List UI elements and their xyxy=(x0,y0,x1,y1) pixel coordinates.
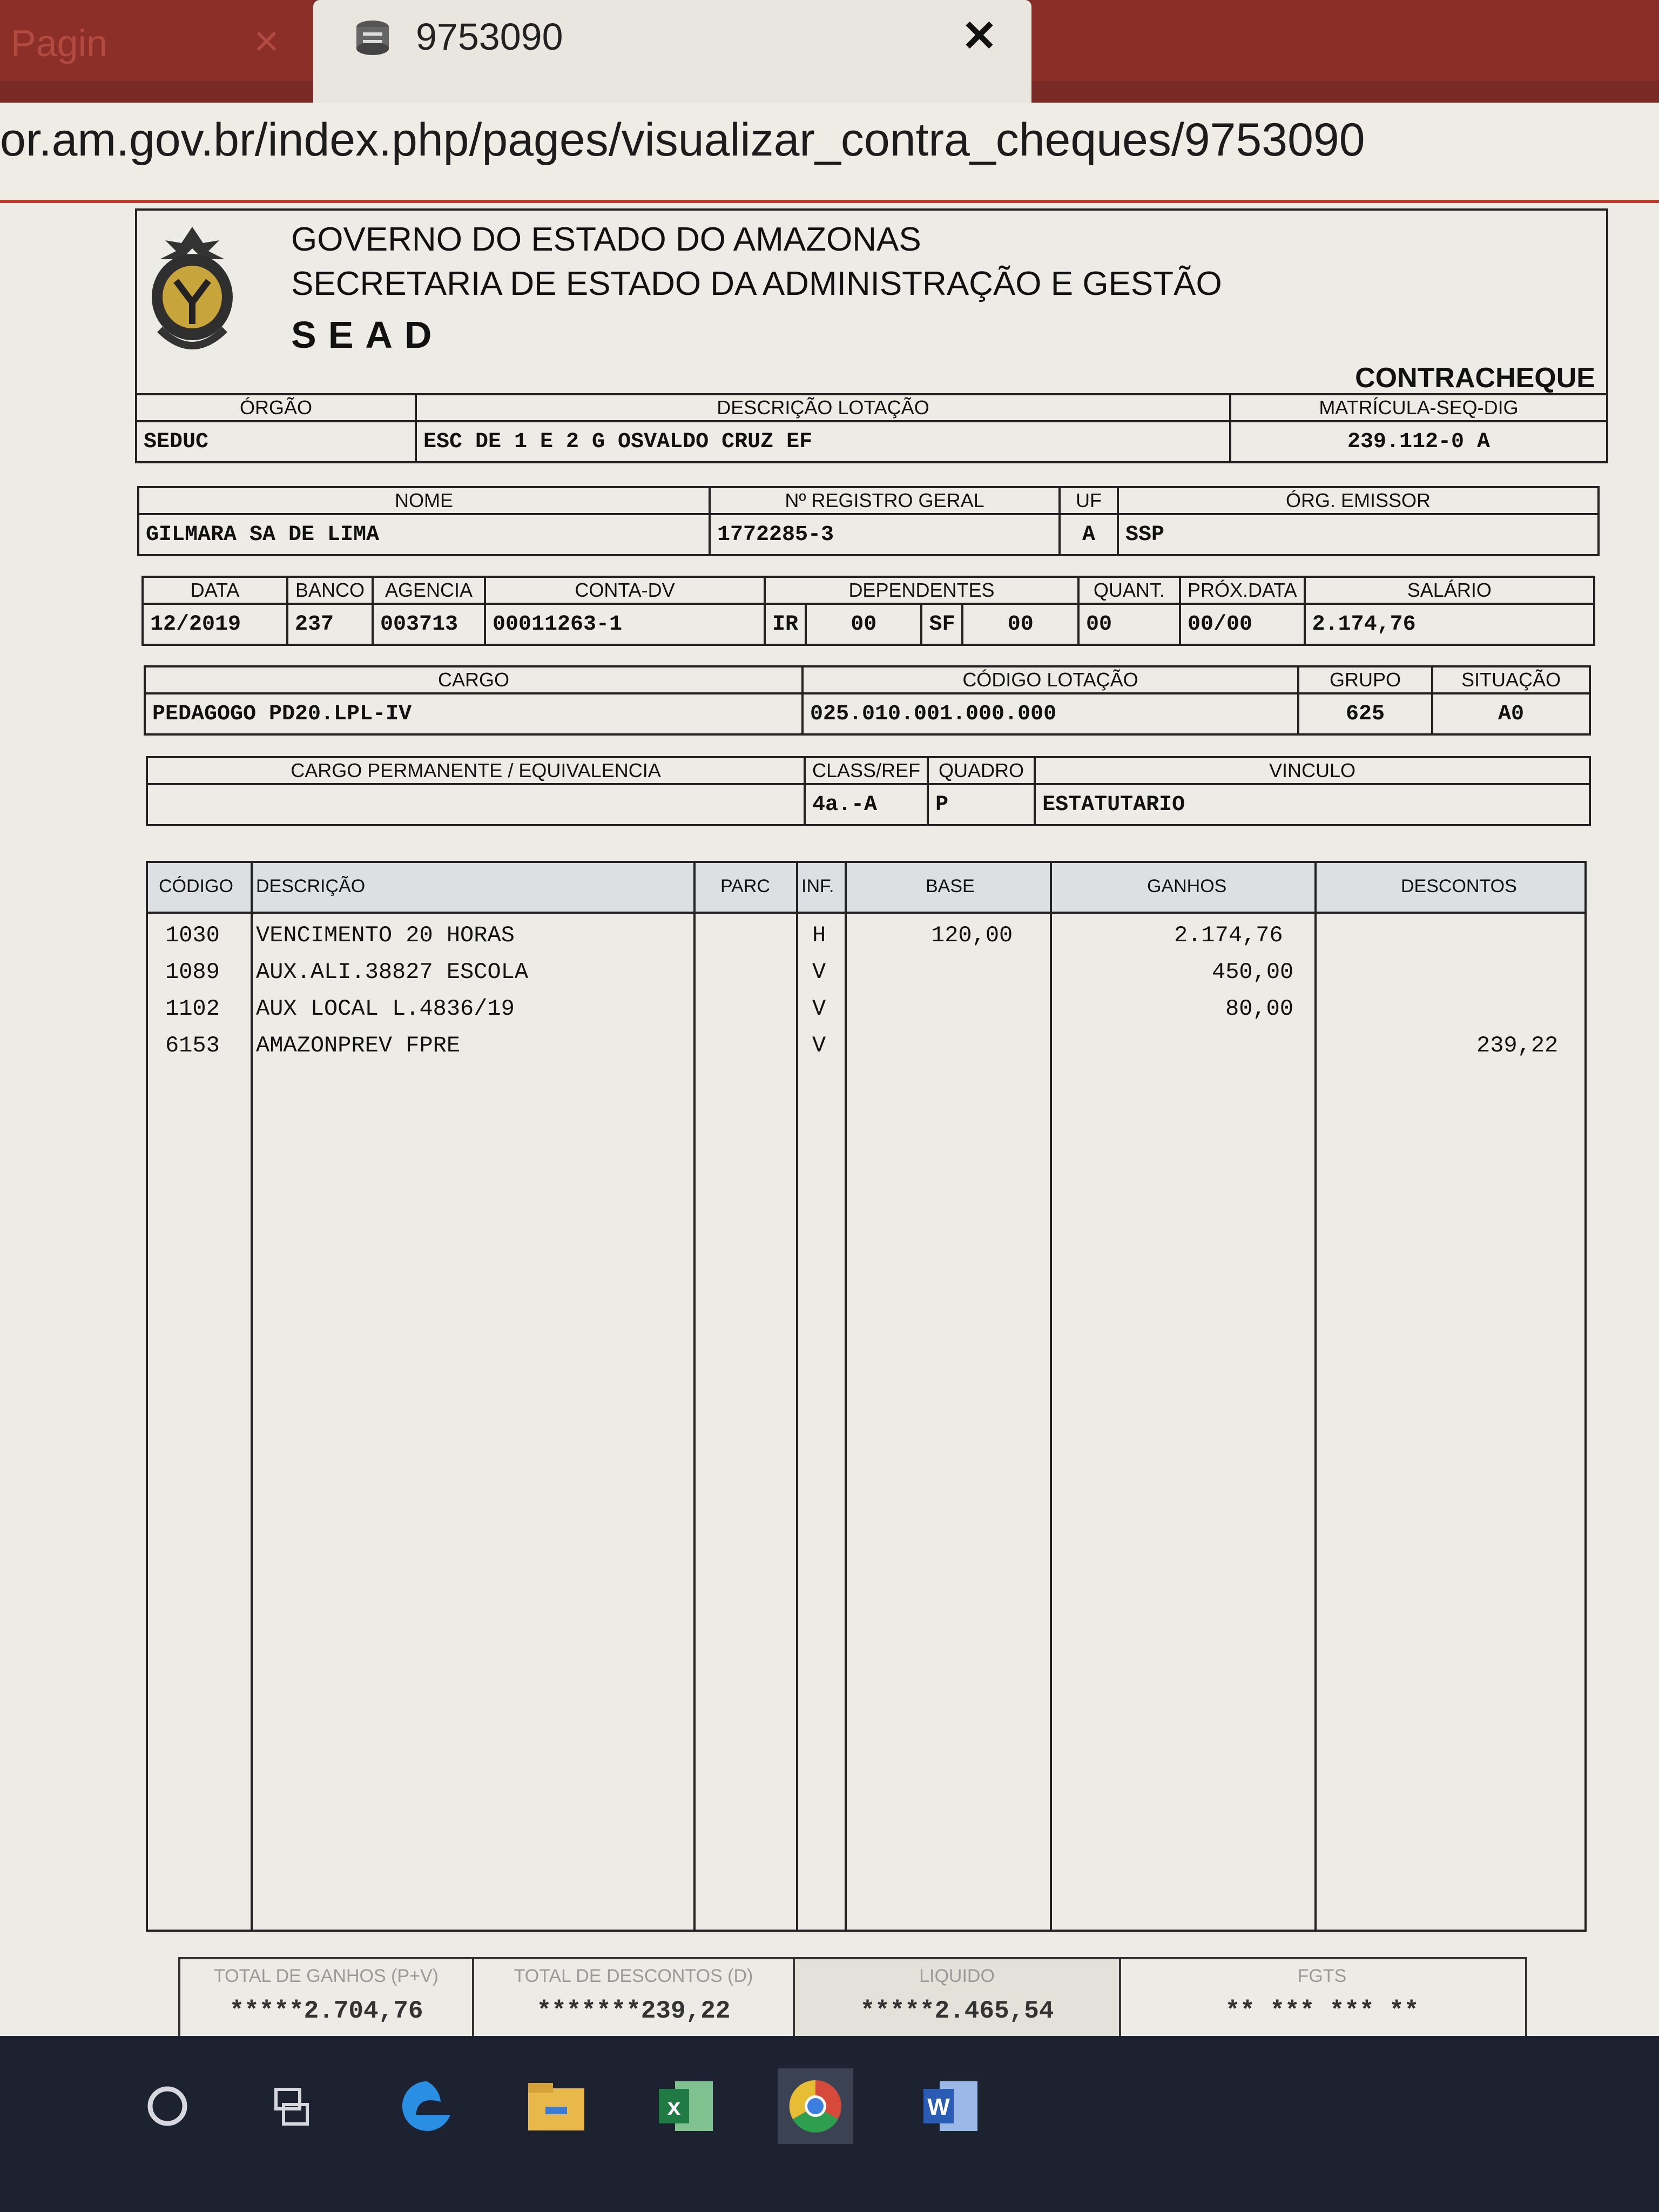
close-tab-icon[interactable]: ✕ xyxy=(961,12,998,60)
item-inf: H xyxy=(812,922,826,948)
government-name: GOVERNO DO ESTADO DO AMAZONAS xyxy=(291,221,921,258)
dep-sf-label: SF xyxy=(921,604,962,645)
situacao-label: SITUAÇÃO xyxy=(1432,666,1590,693)
matricula-label: MATRÍCULA-SEQ-DIG xyxy=(1230,394,1607,421)
payslip-document xyxy=(135,203,1604,2039)
agencia-label: AGENCIA xyxy=(373,577,485,604)
active-tab-title: 9753090 xyxy=(416,16,563,58)
total-ganhos-value: *****2.704,76 xyxy=(229,1997,423,2025)
dep-ir-label: IR xyxy=(765,604,806,645)
table-row xyxy=(148,959,1584,996)
total-descontos xyxy=(474,1959,795,2040)
conta-label: CONTA-DV xyxy=(485,577,765,604)
conta-value: 00011263-1 xyxy=(485,604,765,645)
item-ganhos: 450,00 xyxy=(1212,959,1294,985)
item-descontos: 239,22 xyxy=(1476,1033,1559,1058)
address-bar[interactable] xyxy=(0,103,1659,203)
total-descontos-value: *******239,22 xyxy=(536,1997,731,2025)
secretariat-name: SECRETARIA DE ESTADO DA ADMINISTRAÇÃO E GESTÃO xyxy=(291,265,1222,302)
fgts xyxy=(1121,1959,1523,2040)
nome-label: NOME xyxy=(138,487,710,514)
cargo-label: CARGO xyxy=(145,666,802,693)
uf-label: UF xyxy=(1060,487,1118,514)
chrome-icon[interactable] xyxy=(778,2068,853,2144)
item-codigo: 1102 xyxy=(165,996,220,1022)
data-label: DATA xyxy=(143,577,287,604)
svg-text:W: W xyxy=(927,2094,950,2120)
inactive-tab-label: Pagin xyxy=(11,22,108,64)
total-ganhos-label: TOTAL DE GANHOS (P+V) xyxy=(214,1966,439,1986)
registro-label: Nº REGISTRO GERAL xyxy=(710,487,1060,514)
banco-value: 237 xyxy=(287,604,373,645)
grupo-value: 625 xyxy=(1298,693,1432,734)
data-value: 12/2019 xyxy=(143,604,287,645)
orgao-label: ÓRGÃO xyxy=(136,394,416,421)
table-row xyxy=(148,996,1584,1033)
page-favicon-icon xyxy=(351,16,394,59)
bank-info-table xyxy=(141,576,1595,646)
quadro-label: QUADRO xyxy=(928,757,1035,784)
url-text[interactable]: or.am.gov.br/index.php/pages/visualizar_contra_cheques/9753090 xyxy=(0,114,1365,166)
excel-icon[interactable] xyxy=(648,2068,724,2144)
document-title: CONTRACHEQUE xyxy=(1355,362,1595,394)
quadro-value: P xyxy=(928,784,1035,825)
prox-data-value: 00/00 xyxy=(1180,604,1305,645)
dep-sf-value: 00 xyxy=(962,604,1078,645)
agency-acronym: SEAD xyxy=(291,314,444,356)
codigo-lotacao-label: CÓDIGO LOTAÇÃO xyxy=(802,666,1298,693)
banco-label: BANCO xyxy=(287,577,373,604)
codigo-lotacao-value: 025.010.001.000.000 xyxy=(802,693,1298,734)
inactive-tab[interactable] xyxy=(0,0,313,81)
vinculo-value: ESTATUTARIO xyxy=(1035,784,1590,825)
item-descricao: AUX LOCAL L.4836/19 xyxy=(256,996,515,1022)
fgts-value: ** *** *** ** xyxy=(1225,1997,1419,2025)
table-row xyxy=(148,922,1584,959)
quant-label: QUANT. xyxy=(1078,577,1180,604)
dependentes-label: DEPENDENTES xyxy=(765,577,1078,604)
new-tab-area[interactable] xyxy=(1031,0,1659,81)
item-descricao: VENCIMENTO 20 HORAS xyxy=(256,922,515,948)
grupo-label: GRUPO xyxy=(1298,666,1432,693)
cargo-permanente-label: CARGO PERMANENTE / EQUIVALENCIA xyxy=(147,757,805,784)
lotacao-value: ESC DE 1 E 2 G OSVALDO CRUZ EF xyxy=(416,421,1230,462)
item-inf: V xyxy=(812,996,826,1022)
total-descontos-label: TOTAL DE DESCONTOS (D) xyxy=(514,1966,753,1986)
item-ganhos: 80,00 xyxy=(1225,996,1294,1022)
windows-taskbar xyxy=(0,2036,1659,2212)
fgts-label: FGTS xyxy=(1297,1966,1347,1986)
item-codigo: 6153 xyxy=(165,1033,220,1058)
nome-value: GILMARA SA DE LIMA xyxy=(138,514,710,555)
vinculo-label: VINCULO xyxy=(1035,757,1590,784)
start-circle-icon[interactable] xyxy=(130,2068,205,2144)
prox-data-label: PRÓX.DATA xyxy=(1180,577,1305,604)
emissor-value: SSP xyxy=(1118,514,1599,555)
item-ganhos: 2.174,76 xyxy=(1174,922,1283,948)
item-descricao: AMAZONPREV FPRE xyxy=(256,1033,461,1058)
earnings-deductions-table xyxy=(146,861,1587,1932)
liquido-label: LIQUIDO xyxy=(919,1966,995,1986)
orgao-value: SEDUC xyxy=(136,421,416,462)
amazonas-coat-of-arms-icon xyxy=(144,221,241,362)
classification-table xyxy=(146,756,1591,826)
edge-icon[interactable] xyxy=(389,2068,464,2144)
col-parc: PARC xyxy=(720,876,770,896)
position-info-table xyxy=(144,665,1591,736)
col-inf: INF. xyxy=(801,876,834,896)
situacao-value: A0 xyxy=(1432,693,1590,734)
browser-tab-bar xyxy=(0,0,1659,103)
item-inf: V xyxy=(812,1033,826,1058)
uf-value: A xyxy=(1060,514,1118,555)
item-descricao: AUX.ALI.38827 ESCOLA xyxy=(256,959,529,985)
col-ganhos: GANHOS xyxy=(1147,876,1227,896)
table-row xyxy=(148,1033,1584,1069)
liquido-value: *****2.465,54 xyxy=(860,1997,1054,2025)
page-viewport xyxy=(0,203,1659,2036)
item-codigo: 1030 xyxy=(165,922,220,948)
payslip-header xyxy=(135,208,1608,400)
liquido xyxy=(795,1959,1121,2040)
item-codigo: 1089 xyxy=(165,959,220,985)
registro-value: 1772285-3 xyxy=(710,514,1060,555)
agencia-value: 003713 xyxy=(373,604,485,645)
salario-value: 2.174,76 xyxy=(1305,604,1594,645)
col-descricao: DESCRIÇÃO xyxy=(256,876,366,896)
active-tab[interactable] xyxy=(313,0,1031,103)
svg-text:x: x xyxy=(667,2094,681,2120)
matricula-value: 239.112-0 A xyxy=(1230,421,1607,462)
quant-value: 00 xyxy=(1078,604,1180,645)
org-info-table xyxy=(135,393,1608,463)
dep-ir-value: 00 xyxy=(806,604,921,645)
cargo-value: PEDAGOGO PD20.LPL-IV xyxy=(145,693,802,734)
cargo-permanente-value xyxy=(147,784,805,825)
col-codigo: CÓDIGO xyxy=(159,876,233,896)
personal-info-table xyxy=(137,486,1600,556)
lotacao-label: DESCRIÇÃO LOTAÇÃO xyxy=(416,394,1230,421)
salario-label: SALÁRIO xyxy=(1305,577,1594,604)
task-view-icon[interactable] xyxy=(254,2068,329,2144)
col-descontos: DESCONTOS xyxy=(1401,876,1517,896)
total-ganhos xyxy=(180,1959,474,2040)
inactive-tab-close-icon[interactable]: × xyxy=(254,17,279,65)
item-inf: V xyxy=(812,959,826,985)
file-explorer-icon[interactable] xyxy=(518,2068,594,2144)
word-icon[interactable] xyxy=(913,2068,988,2144)
totals-bar xyxy=(178,1957,1527,2042)
item-base: 120,00 xyxy=(931,922,1013,948)
emissor-label: ÓRG. EMISSOR xyxy=(1118,487,1599,514)
classref-label: CLASS/REF xyxy=(805,757,928,784)
col-base: BASE xyxy=(926,876,975,896)
classref-value: 4a.-A xyxy=(805,784,928,825)
